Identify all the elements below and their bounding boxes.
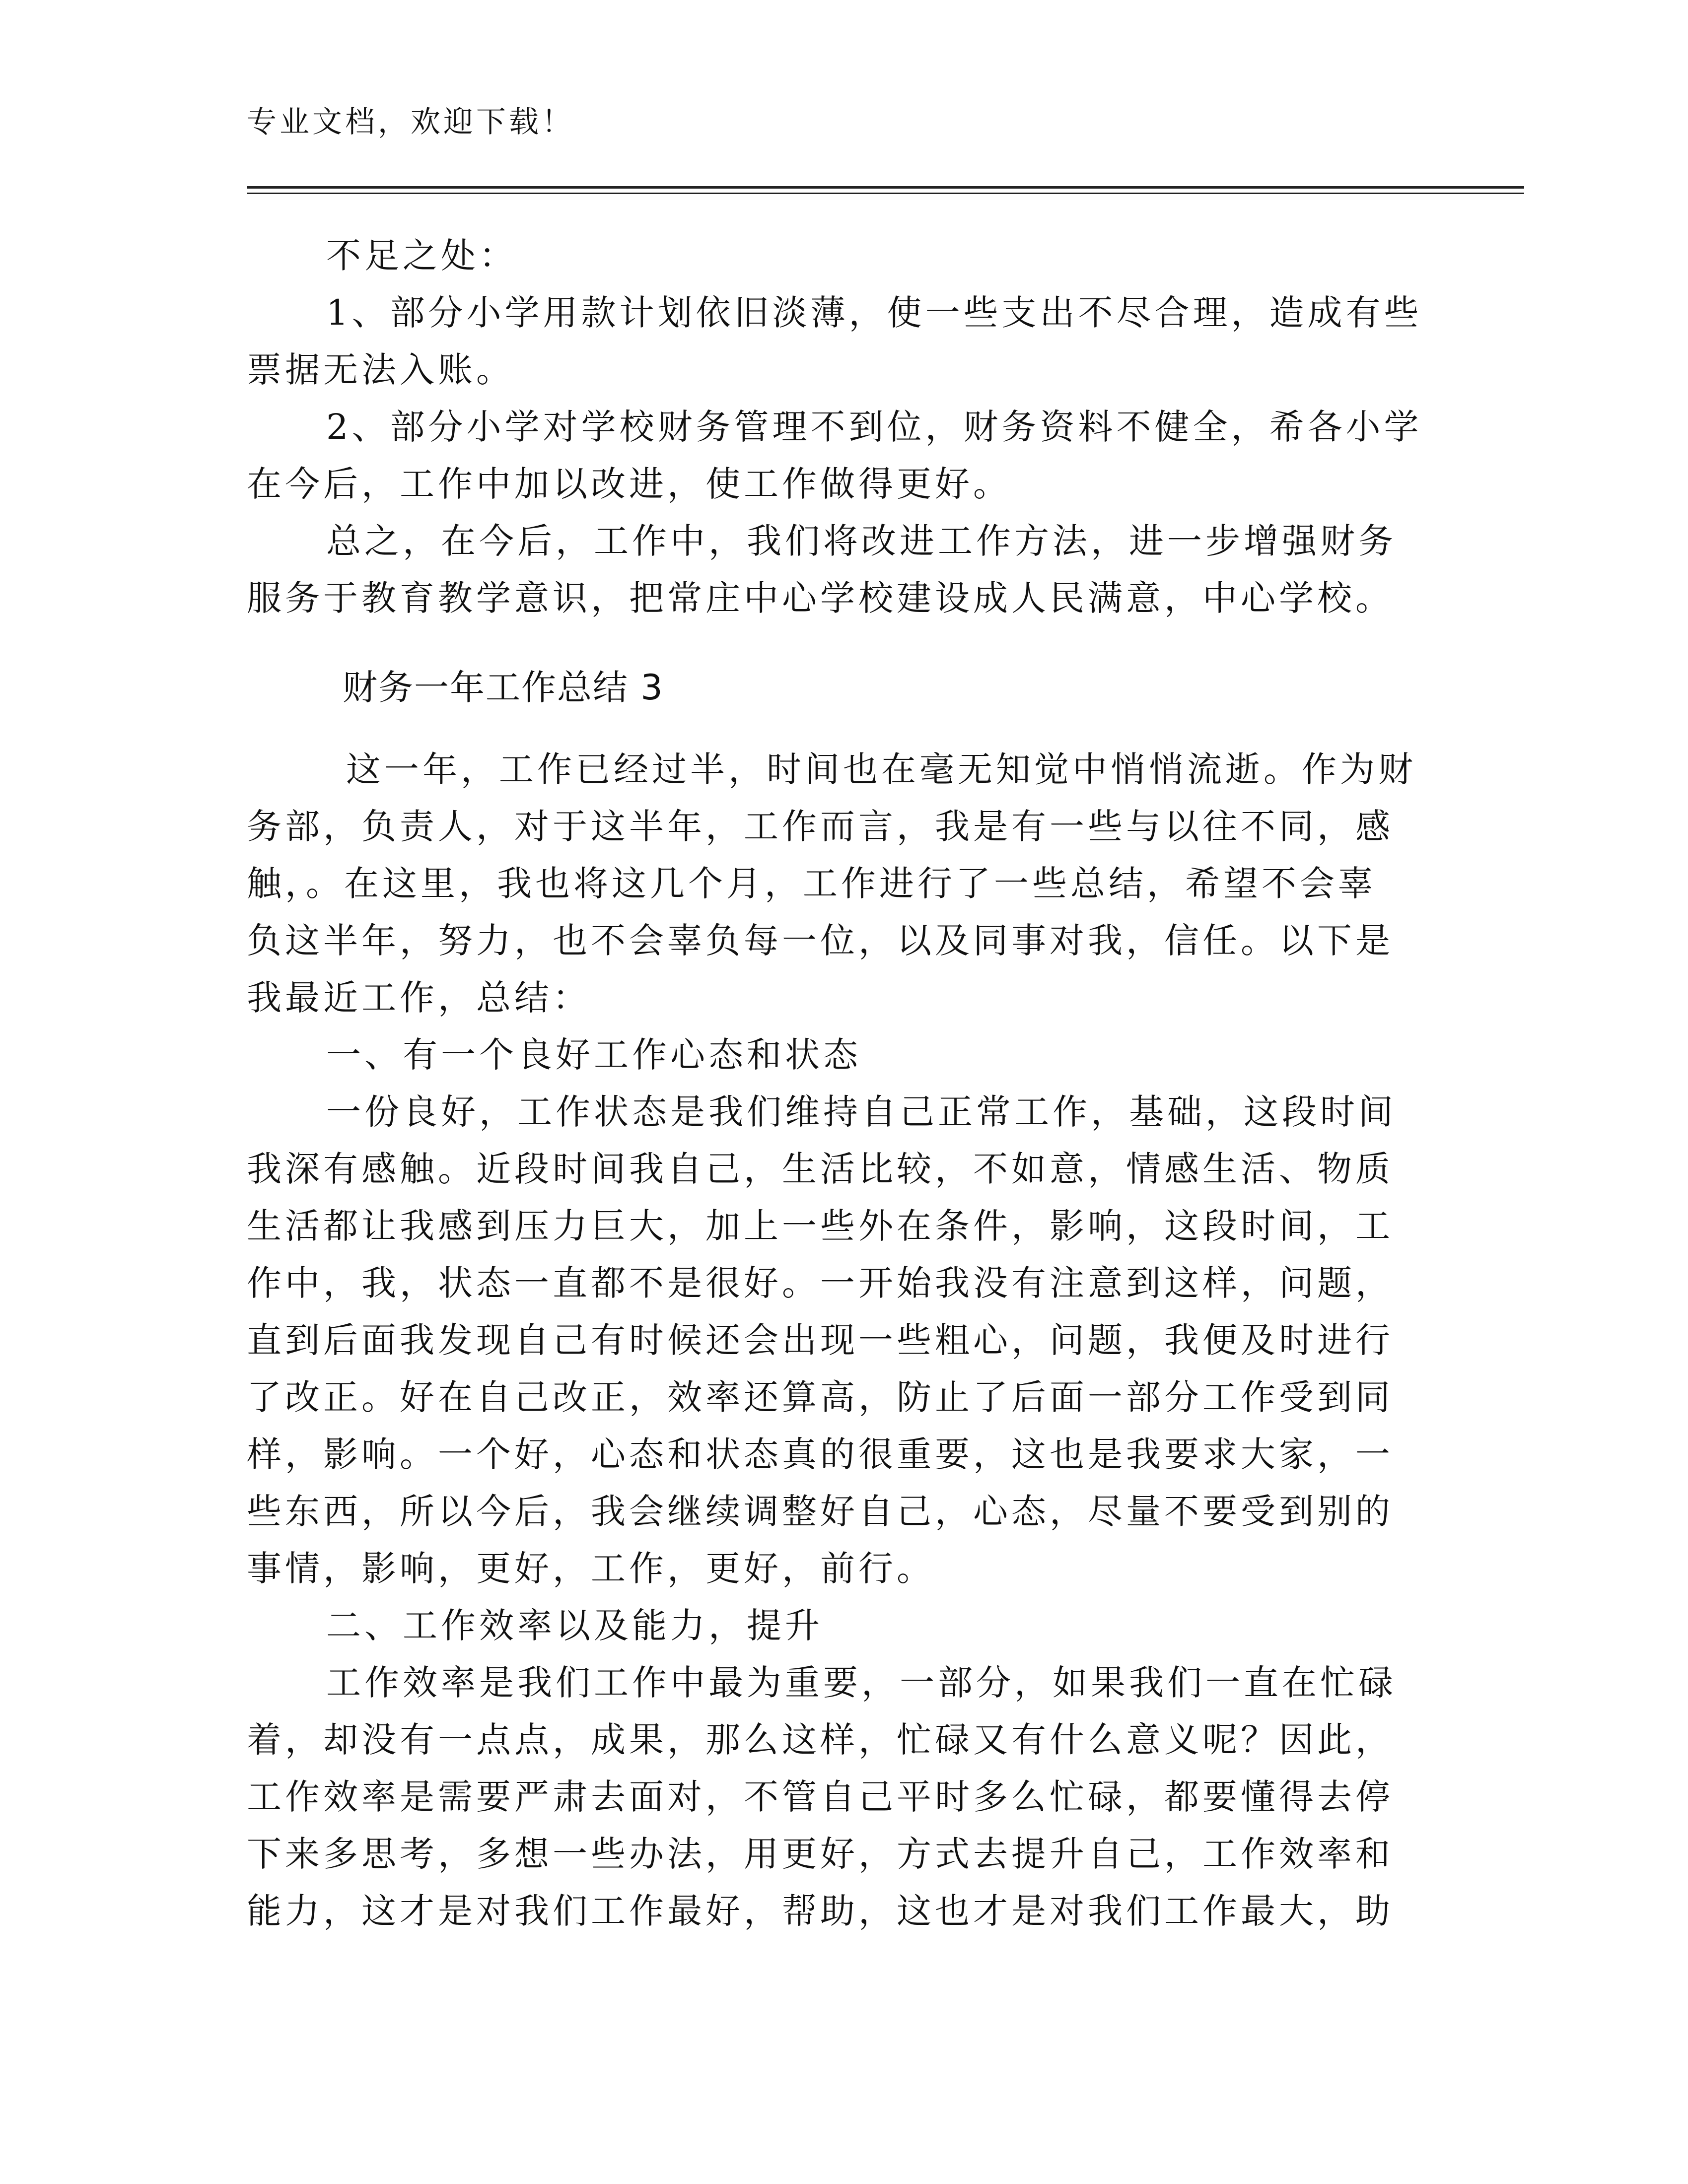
para2-line-1: 工作效率是我们工作中最为重要，一部分，如果我们一直在忙碌 xyxy=(326,1662,1397,1703)
heading-1: 一、有一个良好工作心态和状态 xyxy=(326,1034,861,1075)
header-rule-bottom xyxy=(247,193,1524,194)
conclusion-line-1: 总之，在今后，工作中，我们将改进工作方法，进一步增强财务 xyxy=(326,521,1397,561)
intro-line-2: 务部，负责人，对于这半年，工作而言，我是有一些与以往不同，感 xyxy=(247,806,1394,847)
conclusion-line-2: 服务于教育教学意识，把常庄中心学校建设成人民满意，中心学校。 xyxy=(247,578,1394,618)
para1-line-1: 一份良好，工作状态是我们维持自己正常工作，基础，这段时间 xyxy=(326,1092,1397,1132)
para1-line-9: 事情，影响，更好，工作，更好，前行。 xyxy=(247,1548,935,1589)
para2-line-2: 着，却没有一点点，成果，那么这样，忙碌又有什么意义呢？因此， xyxy=(247,1719,1394,1760)
intro-line-3: 触，。在这里，我也将这几个月，工作进行了一些总结，希望不会辜 xyxy=(247,863,1376,904)
para1-line-5: 直到后面我发现自己有时候还会出现一些粗心，问题，我便及时进行 xyxy=(247,1320,1394,1361)
shortcoming-item-2-line-2: 在今后，工作中加以改进，使工作做得更好。 xyxy=(247,464,1011,504)
heading-2: 二、工作效率以及能力，提升 xyxy=(326,1605,823,1646)
para1-line-4: 作中，我，状态一直都不是很好。一开始我没有注意到这样，问题， xyxy=(247,1263,1394,1303)
header-rule-top xyxy=(247,186,1524,189)
shortcomings-label: 不足之处： xyxy=(326,235,517,276)
section-title: 财务一年工作总结 3 xyxy=(343,667,664,708)
header-text: 专业文档，欢迎下载！ xyxy=(247,105,574,139)
para2-line-5: 能力，这才是对我们工作最好，帮助，这也才是对我们工作最大，助 xyxy=(247,1891,1394,1931)
intro-line-5: 我最近工作，总结： xyxy=(247,977,591,1018)
para1-line-6: 了改正。好在自己改正，效率还算高，防止了后面一部分工作受到同 xyxy=(247,1377,1394,1418)
shortcoming-item-1-line-2: 票据无法入账。 xyxy=(247,349,514,390)
para1-line-7: 样，影响。一个好，心态和状态真的很重要，这也是我要求大家，一 xyxy=(247,1434,1394,1475)
shortcoming-item-2-line-1: 2、部分小学对学校财务管理不到位，财务资料不健全，希各小学 xyxy=(326,407,1422,447)
para1-line-8: 些东西，所以今后，我会继续调整好自己，心态，尽量不要受到别的 xyxy=(247,1491,1394,1532)
shortcoming-item-1-line-1: 1、部分小学用款计划依旧淡薄，使一些支出不尽合理，造成有些 xyxy=(326,292,1422,333)
para1-line-3: 生活都让我感到压力巨大，加上一些外在条件，影响，这段时间，工 xyxy=(247,1206,1394,1246)
intro-line-1: 这一年，工作已经过半，时间也在毫无知觉中悄悄流逝。作为财 xyxy=(346,749,1416,790)
para1-line-2: 我深有感触。近段时间我自己，生活比较，不如意，情感生活、物质 xyxy=(247,1149,1394,1189)
para2-line-4: 下来多思考，多想一些办法，用更好，方式去提升自己，工作效率和 xyxy=(247,1834,1394,1874)
intro-line-4: 负这半年，努力，也不会辜负每一位，以及同事对我，信任。以下是 xyxy=(247,920,1394,961)
para2-line-3: 工作效率是需要严肃去面对，不管自己平时多么忙碌，都要懂得去停 xyxy=(247,1776,1394,1817)
